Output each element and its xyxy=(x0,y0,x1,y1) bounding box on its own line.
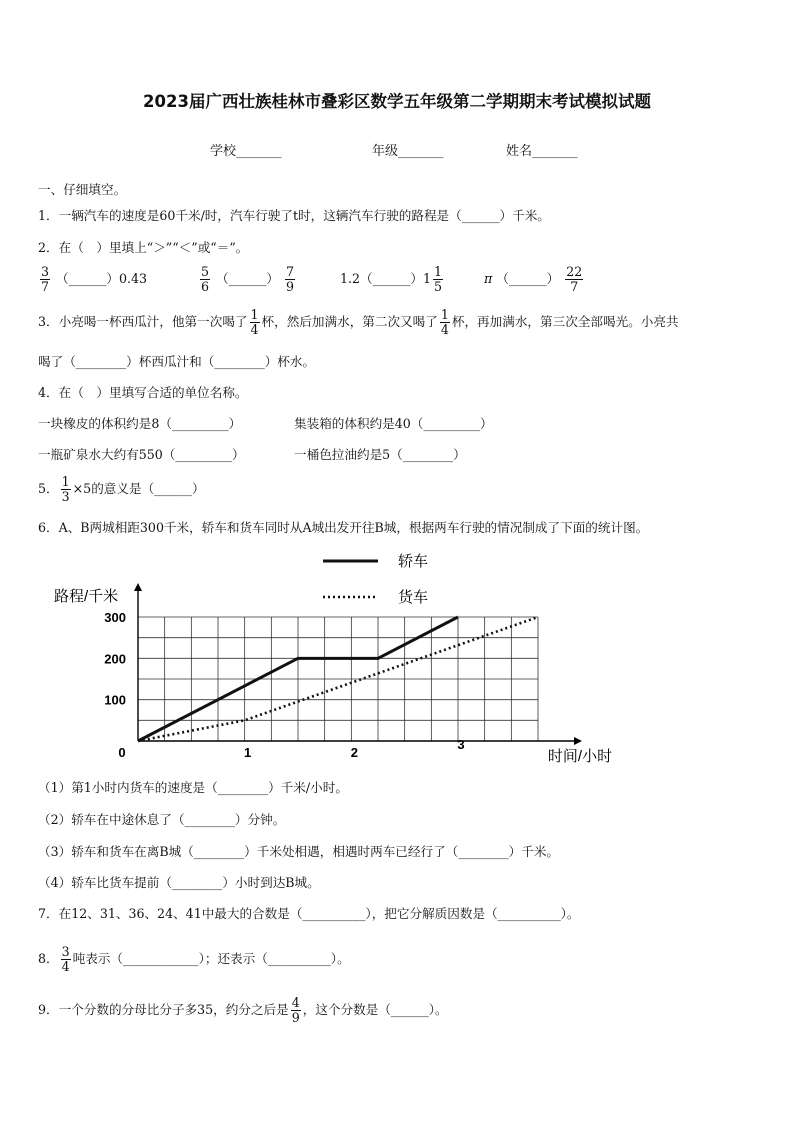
question-4-stem: 4．在（ ）里填写合适的单位名称。 xyxy=(38,385,248,400)
question-6-sub-4: （4）轿车比货车提前（________）小时到达B城。 xyxy=(38,875,320,890)
y-axis-label: 路程/千米 xyxy=(54,588,119,605)
fraction: $\frac{1}{4}$ xyxy=(250,307,259,337)
question-6-stem: 6．A、B两城相距300千米，轿车和货车同时从A城出发开往B城，根据两车行驶的情况制成了下面的统计图。 xyxy=(38,520,649,535)
question-3-line-1: 3．小亮喝一杯西瓜汁，他第一次喝了 $\frac{1}{4}$ 杯，然后加满水，第二次又喝了 $\frac{1}{4}$ 杯，再加满水，第三次全部喝光。小亮共 xyxy=(38,307,679,337)
question-4-item-b: 集装箱的体积约是40（_________） xyxy=(294,416,493,431)
fraction: $\frac{22}{7}$ xyxy=(566,264,583,294)
chart-legend xyxy=(323,553,428,606)
question-4-item-c: 一瓶矿泉水大约有550（_________） xyxy=(38,447,245,462)
fraction: $\frac{5}{6}$ xyxy=(201,264,210,294)
legend-label: 货车 xyxy=(398,589,429,606)
fraction: $\frac{7}{9}$ xyxy=(286,264,295,294)
question-6-sub-2: （2）轿车在中途休息了（________）分钟。 xyxy=(38,812,286,827)
question-8: 8． $\frac{3}{4}$ 吨表示（____________）；还表示（__________）。 xyxy=(38,944,350,974)
x-axis-arrow xyxy=(574,737,582,745)
fraction: $\frac{1}{5}$ xyxy=(434,264,443,294)
question-9: 9．一个分数的分母比分子多35，约分之后是 $\frac{4}{9}$ ，这个分数是（______）。 xyxy=(38,995,448,1025)
question-2-stem: 2．在（ ）里填上“＞”“＜”或“＝”。 xyxy=(38,240,249,255)
x-tick-label: 1 xyxy=(244,745,252,760)
x-tick-label: 0 xyxy=(118,745,126,760)
fraction: $\frac{3}{4}$ xyxy=(61,944,70,974)
page-title: 2023届广西壮族桂林市叠彩区数学五年级第二学期期末考试模拟试题 xyxy=(143,92,651,111)
y-tick-label: 200 xyxy=(104,651,126,667)
legend-label: 轿车 xyxy=(398,553,429,570)
question-5: 5． $\frac{1}{3}$ ×5的意义是（______） xyxy=(38,474,205,504)
y-axis-arrow xyxy=(134,583,142,591)
question-2-item-a: $\frac{3}{7}$ （______）0.43 xyxy=(41,264,148,294)
question-4-item-a: 一块橡皮的体积约是8（_________） xyxy=(38,416,242,431)
section-heading: 一、仔细填空。 xyxy=(38,182,127,197)
fraction: $\frac{1}{3}$ xyxy=(61,474,70,504)
grade-field: 年级_______ xyxy=(372,144,444,159)
x-tick-label: 2 xyxy=(350,745,358,760)
x-axis-label: 时间/小时 xyxy=(547,748,613,765)
question-6-sub-1: （1）第1小时内货车的速度是（________）千米/小时。 xyxy=(38,780,348,795)
question-7: 7．在12、31、36、24、41中最大的合数是（__________），把它分解质因数是（__________）。 xyxy=(38,906,580,921)
question-2-item-c: 1.2（______）1 $\frac{1}{5}$ xyxy=(340,264,443,294)
question-2-item-d: π （______） $\frac{22}{7}$ xyxy=(484,264,583,294)
school-field: 学校_______ xyxy=(210,144,282,159)
line-chart xyxy=(38,545,613,775)
fraction: $\frac{1}{4}$ xyxy=(440,307,449,337)
chart-grid xyxy=(138,617,538,741)
question-6-sub-3: （3）轿车和货车在离B城（________）千米处相遇，相遇时两车已经行了（________）千米。 xyxy=(38,844,560,859)
y-tick-label: 300 xyxy=(104,610,126,625)
question-3-line-2: 喝了（________）杯西瓜汁和（________）杯水。 xyxy=(38,354,316,369)
fraction: $\frac{4}{9}$ xyxy=(291,995,300,1025)
x-tick-label: 3 xyxy=(457,737,465,752)
question-2-item-b: $\frac{5}{6}$ （______） $\frac{7}{9}$ xyxy=(201,264,295,294)
question-4-item-d: 一桶色拉油约是5（________） xyxy=(294,447,466,462)
question-1: 1．一辆汽车的速度是60千米/时，汽车行驶了t时，这辆汽车行驶的路程是（______）千米。 xyxy=(38,208,550,223)
y-tick-label: 100 xyxy=(104,692,126,708)
name-field: 姓名_______ xyxy=(506,144,578,159)
fraction: $\frac{3}{7}$ xyxy=(41,264,50,294)
